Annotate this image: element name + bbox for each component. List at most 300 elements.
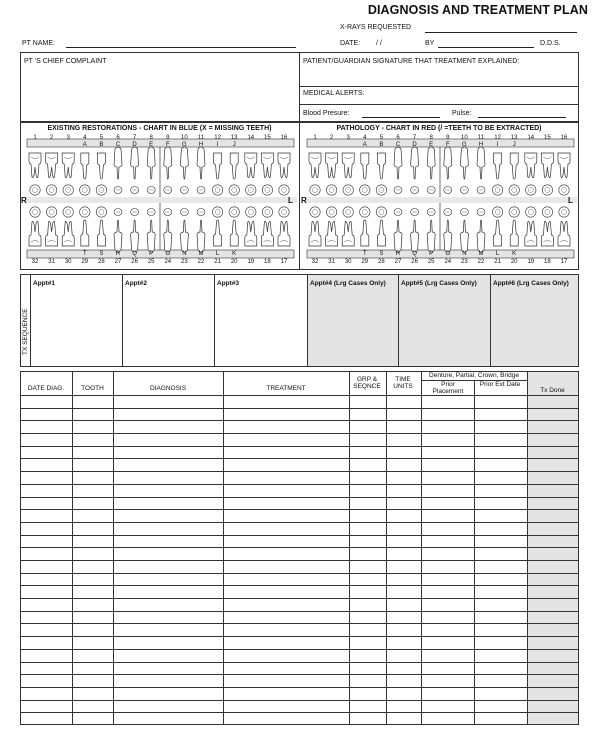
lower-occlusal-icon	[310, 207, 320, 217]
pt-name-label: PT NAME:	[22, 40, 55, 47]
upper-occlusal-icon	[310, 185, 320, 195]
date-label: DATE:	[340, 40, 361, 47]
lower-tooth-icon	[245, 221, 257, 246]
tooth-number-lower-left-11: 21	[214, 259, 221, 265]
tooth-number-upper-right-14: 15	[544, 135, 551, 141]
lower-occlusal-icon	[147, 209, 155, 216]
lower-occlusal-icon	[360, 207, 370, 217]
tooth-number-lower-left-10: 22	[197, 259, 205, 265]
upper-occlusal-icon	[246, 185, 256, 195]
lower-occlusal-icon	[80, 207, 90, 217]
table-row[interactable]	[20, 662, 579, 663]
info-divider	[299, 52, 300, 122]
lower-occlusal-icon	[444, 209, 452, 216]
tooth-number-upper-left-4: 5	[99, 135, 104, 141]
tooth-number-upper-left-11: 12	[214, 135, 221, 141]
upper-tooth-icon	[510, 153, 518, 179]
lower-tooth-icon	[131, 220, 139, 252]
lower-tooth-icon	[541, 221, 553, 246]
lower-tooth-icon	[494, 220, 502, 246]
table-row[interactable]	[20, 598, 579, 599]
appt-4-label[interactable]: Appt#4 (Lrg Cases Only)	[310, 280, 386, 287]
tooth-number-upper-right-0: 1	[313, 135, 317, 141]
upper-occlusal-icon	[30, 185, 40, 195]
table-row[interactable]	[20, 420, 579, 421]
tooth-number-upper-right-2: 3	[346, 135, 350, 141]
lower-occlusal-icon	[376, 207, 386, 217]
lower-tooth-icon	[525, 221, 537, 246]
tooth-letter-upper-right-10: H	[478, 142, 484, 148]
by-field[interactable]	[438, 47, 534, 48]
tooth-number-upper-right-10: 11	[477, 135, 485, 141]
tooth-number-upper-right-1: 2	[329, 135, 334, 141]
table-row[interactable]	[20, 611, 579, 612]
tooth-number-upper-left-2: 3	[66, 135, 70, 141]
lower-occlusal-icon	[46, 207, 56, 217]
upper-occlusal-icon	[492, 185, 502, 195]
tooth-letter-lower-right-10: M	[478, 251, 484, 257]
tooth-number-lower-left-7: 25	[147, 259, 155, 265]
appt-3-label[interactable]: Appt#3	[217, 280, 240, 287]
upper-occlusal-icon	[131, 187, 139, 194]
table-row[interactable]	[20, 649, 579, 650]
tooth-number-lower-right-7: 25	[427, 259, 435, 265]
col-time-units: TIME UNITS	[393, 376, 413, 390]
lower-occlusal-icon	[509, 207, 519, 217]
upper-tooth-icon	[97, 153, 105, 179]
lower-occlusal-icon	[197, 209, 205, 216]
table-row[interactable]	[20, 573, 579, 574]
appt-6-label[interactable]: Appt#6 (Lrg Cases Only)	[493, 280, 569, 287]
lower-tooth-icon	[477, 220, 485, 252]
tooth-number-upper-left-10: 11	[197, 135, 205, 141]
upper-occlusal-icon	[114, 187, 122, 194]
appt-divider-1	[122, 274, 123, 367]
lower-occlusal-icon	[427, 209, 435, 216]
tooth-number-upper-right-13: 14	[527, 135, 535, 141]
col-prior-ext-date: Prior Ext Date	[479, 381, 521, 388]
tooth-number-upper-left-0: 1	[33, 135, 37, 141]
upper-occlusal-icon	[376, 185, 386, 195]
lower-tooth-icon	[342, 221, 354, 246]
lower-tooth-icon	[29, 221, 41, 246]
table-row[interactable]	[20, 408, 579, 409]
upper-occlusal-icon	[509, 185, 519, 195]
tooth-number-lower-left-3: 29	[81, 259, 89, 265]
table-row[interactable]	[20, 585, 579, 586]
tooth-letter-lower-left-6: Q	[132, 251, 137, 257]
tooth-number-lower-left-4: 28	[98, 259, 105, 265]
lower-numbers-right	[307, 259, 575, 269]
chief-complaint-label: PT 'S CHIEF COMPLAINT	[24, 58, 107, 65]
lower-tooth-icon	[444, 220, 452, 252]
tooth-number-upper-left-9: 10	[181, 135, 188, 141]
upper-occlusal-icon	[164, 187, 172, 194]
lower-numbers-left	[27, 259, 295, 269]
upper-tooth-icon	[377, 153, 385, 179]
upper-occlusal-icon	[526, 185, 536, 195]
tooth-letter-lower-right-11: L	[495, 251, 500, 257]
tooth-number-upper-left-5: 6	[116, 135, 120, 141]
pathology-chart	[305, 139, 577, 258]
tooth-letter-upper-left-7: E	[149, 142, 154, 148]
xrays-requested-field[interactable]	[425, 32, 577, 33]
upper-tooth-icon	[46, 153, 58, 178]
right-marker-right-chart: R	[301, 196, 307, 205]
table-row[interactable]	[20, 560, 579, 561]
tooth-number-lower-left-9: 23	[181, 259, 188, 265]
lower-tooth-icon	[427, 220, 435, 252]
upper-tooth-icon	[245, 153, 257, 178]
upper-tooth-icon	[525, 153, 537, 178]
col-tooth: TOOTH	[81, 385, 104, 392]
tooth-number-upper-left-12: 13	[230, 135, 238, 141]
tooth-number-lower-right-5: 27	[394, 259, 402, 265]
tooth-letter-lower-right-5: R	[395, 251, 401, 257]
upper-occlusal-icon	[46, 185, 56, 195]
tooth-number-lower-right-1: 31	[328, 259, 335, 265]
col-group-denture: Denture, Partial, Crown, Bridge	[429, 372, 519, 379]
lower-occlusal-icon	[526, 207, 536, 217]
tooth-number-upper-left-6: 7	[132, 135, 137, 141]
tooth-letter-upper-right-5: C	[395, 142, 401, 148]
tooth-number-lower-right-9: 23	[461, 259, 468, 265]
upper-occlusal-icon	[542, 185, 552, 195]
table-row[interactable]	[20, 547, 579, 548]
upper-tooth-icon	[230, 153, 238, 179]
large-cases-shade	[307, 275, 578, 366]
table-row[interactable]	[20, 497, 579, 498]
lower-occlusal-icon	[343, 207, 353, 217]
tooth-letter-upper-left-10: H	[198, 142, 204, 148]
lower-occlusal-icon	[131, 209, 139, 216]
pulse-label: Pulse:	[452, 110, 472, 117]
upper-occlusal-icon	[394, 187, 402, 194]
table-row[interactable]	[20, 636, 579, 637]
upper-occlusal-icon	[80, 185, 90, 195]
appt-1-label[interactable]: Appt#1	[33, 280, 56, 287]
tooth-number-upper-left-7: 8	[149, 135, 153, 141]
tx-sequence-label: TX SEQUENCE	[22, 308, 29, 355]
col-prior-placement: Prior Placement	[432, 381, 464, 395]
tooth-number-lower-right-15: 17	[560, 259, 568, 265]
lower-tooth-icon	[510, 220, 518, 246]
tooth-letter-lower-right-3: T	[362, 251, 367, 257]
col-treatment: TREATMENT	[266, 385, 306, 392]
tooth-number-lower-left-2: 30	[64, 259, 72, 265]
table-row[interactable]	[20, 700, 579, 701]
table-row[interactable]	[20, 446, 579, 447]
tooth-number-lower-right-3: 29	[361, 259, 369, 265]
tooth-letter-upper-left-9: G	[182, 142, 187, 148]
left-marker-right-chart: L	[568, 196, 573, 205]
tooth-number-upper-left-13: 14	[247, 135, 255, 141]
date-slashes[interactable]: / /	[376, 40, 382, 47]
table-row[interactable]	[20, 484, 579, 485]
medical-alerts-rule	[299, 104, 579, 105]
upper-occlusal-icon	[427, 187, 435, 194]
tooth-letter-lower-right-4: S	[379, 251, 384, 257]
upper-occlusal-icon	[180, 187, 188, 194]
lower-occlusal-icon	[542, 207, 552, 217]
tooth-number-upper-left-8: 9	[166, 135, 170, 141]
tooth-number-upper-right-12: 13	[510, 135, 518, 141]
lower-tooth-icon	[81, 220, 89, 246]
lower-occlusal-icon	[30, 207, 40, 217]
upper-tooth-icon	[29, 153, 41, 178]
upper-occlusal-icon	[212, 185, 222, 195]
upper-letters-left	[27, 142, 295, 152]
tooth-letter-lower-left-5: R	[115, 251, 121, 257]
page-title: DIAGNOSIS AND TREATMENT PLAN	[367, 3, 588, 17]
tooth-number-lower-right-0: 32	[311, 259, 319, 265]
tooth-letter-upper-left-4: B	[99, 142, 104, 148]
upper-tooth-icon	[214, 153, 222, 179]
upper-occlusal-icon	[326, 185, 336, 195]
tooth-number-upper-right-7: 8	[429, 135, 433, 141]
tooth-number-lower-right-4: 28	[378, 259, 385, 265]
tooth-number-lower-right-12: 20	[510, 259, 518, 265]
lower-occlusal-icon	[164, 209, 172, 216]
tooth-letter-upper-right-6: D	[412, 142, 417, 148]
upper-tooth-icon	[326, 153, 338, 178]
tooth-letter-upper-right-3: A	[362, 142, 367, 148]
tooth-letter-upper-right-11: I	[496, 142, 499, 148]
xrays-requested-label: X-RAYS REQUESTED	[340, 24, 412, 31]
upper-occlusal-icon	[262, 185, 272, 195]
tooth-letter-upper-left-6: D	[132, 142, 137, 148]
upper-occlusal-icon	[444, 187, 452, 194]
dds-label: D.D.S.	[540, 40, 561, 47]
upper-occlusal-icon	[559, 185, 569, 195]
tooth-number-upper-right-9: 10	[461, 135, 468, 141]
lower-tooth-icon	[46, 221, 58, 246]
upper-tooth-icon	[541, 153, 553, 178]
by-label: BY	[425, 40, 435, 47]
tooth-number-upper-right-3: 4	[363, 135, 367, 141]
tooth-number-lower-right-10: 22	[477, 259, 485, 265]
tooth-letter-lower-left-9: N	[182, 251, 187, 257]
col-tx-done: Tx Done	[540, 387, 565, 394]
table-row[interactable]	[20, 623, 579, 624]
tx-seq-side-divider	[30, 274, 31, 367]
upper-occlusal-icon	[229, 185, 239, 195]
lower-occlusal-icon	[180, 209, 188, 216]
left-marker-left-chart: L	[288, 196, 293, 205]
tooth-number-lower-right-13: 19	[527, 259, 535, 265]
tooth-letter-upper-left-11: I	[216, 142, 219, 148]
tooth-number-upper-right-5: 6	[396, 135, 400, 141]
upper-tooth-icon	[81, 153, 89, 179]
lower-tooth-icon	[558, 221, 570, 246]
upper-occlusal-icon	[197, 187, 205, 194]
lower-tooth-icon	[147, 220, 155, 252]
tooth-letter-lower-right-7: P	[429, 251, 434, 257]
tooth-letter-lower-right-6: Q	[412, 251, 417, 257]
tooth-number-lower-left-13: 19	[247, 259, 255, 265]
tooth-number-upper-right-6: 7	[412, 135, 417, 141]
lower-tooth-icon	[377, 220, 385, 246]
appt-divider-3	[307, 274, 308, 367]
lower-occlusal-icon	[114, 209, 122, 216]
lower-tooth-icon	[326, 221, 338, 246]
table-row[interactable]	[20, 687, 579, 688]
blood-pressure-label: Blood Presure:	[303, 110, 350, 117]
upper-tooth-icon	[494, 153, 502, 179]
tooth-number-lower-right-11: 21	[494, 259, 501, 265]
tooth-number-lower-right-6: 26	[411, 259, 418, 265]
tooth-letter-lower-left-11: L	[215, 251, 220, 257]
table-row[interactable]	[20, 674, 579, 675]
tooth-number-lower-left-15: 17	[280, 259, 288, 265]
tooth-letter-upper-left-3: A	[82, 142, 87, 148]
upper-tooth-icon	[278, 153, 290, 178]
lower-occlusal-icon	[460, 209, 468, 216]
lower-occlusal-icon	[63, 207, 73, 217]
lower-tooth-icon	[180, 220, 188, 252]
tooth-number-lower-right-14: 18	[544, 259, 551, 265]
lower-tooth-icon	[62, 221, 74, 246]
tooth-letter-upper-right-12: J	[512, 142, 516, 148]
upper-occlusal-icon	[63, 185, 73, 195]
lower-tooth-icon	[230, 220, 238, 246]
tooth-letter-upper-right-9: G	[462, 142, 467, 148]
tooth-number-upper-right-15: 16	[560, 135, 568, 141]
tooth-number-lower-left-5: 27	[114, 259, 122, 265]
col-date-diag: DATE DIAG.	[27, 385, 65, 392]
upper-letters-right	[307, 142, 575, 152]
appt-divider-4	[398, 274, 399, 367]
lower-tooth-icon	[411, 220, 419, 252]
upper-tooth-icon	[261, 153, 273, 178]
lower-tooth-icon	[361, 220, 369, 246]
existing-restorations-title: EXISTING RESTORATIONS - CHART IN BLUE (X = MISSING TEETH)	[47, 125, 272, 132]
lower-tooth-icon	[214, 220, 222, 246]
lower-occlusal-icon	[477, 209, 485, 216]
tooth-number-lower-left-1: 31	[48, 259, 55, 265]
tooth-letter-upper-right-8: F	[445, 142, 450, 148]
appt-2-label[interactable]: Appt#2	[125, 280, 148, 287]
tooth-number-upper-left-3: 4	[83, 135, 87, 141]
tooth-number-lower-right-2: 30	[344, 259, 352, 265]
lower-occlusal-icon	[326, 207, 336, 217]
lower-tooth-icon	[394, 220, 402, 252]
tooth-letter-lower-right-12: K	[512, 251, 517, 257]
tooth-letter-upper-right-7: E	[429, 142, 434, 148]
lower-occlusal-icon	[262, 207, 272, 217]
tooth-letter-lower-left-12: K	[232, 251, 237, 257]
lower-tooth-icon	[278, 221, 290, 246]
upper-tooth-icon	[558, 153, 570, 178]
upper-occlusal-icon	[279, 185, 289, 195]
appt-divider-2	[214, 274, 215, 367]
upper-occlusal-icon	[343, 185, 353, 195]
lower-occlusal-icon	[96, 207, 106, 217]
tooth-number-upper-left-1: 2	[49, 135, 54, 141]
upper-occlusal-icon	[477, 187, 485, 194]
tooth-letter-upper-left-8: F	[165, 142, 170, 148]
tooth-number-lower-right-8: 24	[444, 259, 452, 265]
lower-tooth-icon	[460, 220, 468, 252]
lower-tooth-icon	[164, 220, 172, 252]
tooth-letter-upper-left-12: J	[232, 142, 236, 148]
lower-tooth-icon	[197, 220, 205, 252]
existing-restorations-chart	[25, 139, 297, 258]
tooth-letter-lower-right-8: O	[445, 251, 451, 257]
lower-occlusal-icon	[279, 207, 289, 217]
tooth-letter-upper-right-4: B	[379, 142, 384, 148]
blood-pressure-field[interactable]	[362, 117, 440, 118]
col-diagnosis: DIAGNOSIS	[149, 385, 187, 392]
appt-5-label[interactable]: Appt#5 (Lrg Cases Only)	[401, 280, 477, 287]
tooth-letter-lower-left-8: O	[165, 251, 171, 257]
tooth-number-lower-left-8: 24	[164, 259, 172, 265]
signature-rule	[299, 86, 579, 87]
tooth-number-upper-right-11: 12	[494, 135, 501, 141]
tooth-number-lower-left-0: 32	[31, 259, 39, 265]
signature-label: PATIENT/GUARDIAN SIGNATURE THAT TREATMENT EXPLAINED:	[303, 58, 520, 65]
lower-occlusal-icon	[229, 207, 239, 217]
right-marker-left-chart: R	[21, 196, 27, 205]
tooth-number-upper-left-14: 15	[264, 135, 271, 141]
upper-occlusal-icon	[460, 187, 468, 194]
tooth-letter-lower-left-3: T	[82, 251, 87, 257]
upper-tooth-icon	[342, 153, 354, 178]
tooth-charts-svg	[20, 133, 580, 270]
tooth-number-lower-left-12: 20	[230, 259, 238, 265]
upper-tooth-icon	[361, 153, 369, 179]
pulse-field[interactable]	[478, 117, 566, 118]
tooth-letter-lower-left-7: P	[149, 251, 154, 257]
tooth-number-lower-left-6: 26	[131, 259, 138, 265]
tooth-letter-lower-left-10: M	[198, 251, 204, 257]
upper-occlusal-icon	[411, 187, 419, 194]
lower-occlusal-icon	[559, 207, 569, 217]
lower-tooth-icon	[114, 220, 122, 252]
table-row[interactable]	[20, 471, 579, 472]
lower-occlusal-icon	[246, 207, 256, 217]
tooth-number-lower-left-14: 18	[264, 259, 271, 265]
lower-tooth-icon	[97, 220, 105, 246]
upper-tooth-icon	[62, 153, 74, 178]
table-row[interactable]	[20, 395, 579, 396]
upper-tooth-icon	[309, 153, 321, 178]
lower-tooth-icon	[309, 221, 321, 246]
table-row[interactable]	[20, 535, 579, 536]
tooth-number-upper-right-4: 5	[379, 135, 384, 141]
tooth-letter-lower-left-4: S	[99, 251, 104, 257]
tooth-letter-upper-left-5: C	[115, 142, 121, 148]
tooth-number-upper-right-8: 9	[446, 135, 450, 141]
pathology-title: PATHOLOGY - CHART IN RED (/ =TEETH TO BE EXTRACTED)	[336, 125, 542, 132]
appt-divider-5	[490, 274, 491, 367]
tooth-number-upper-left-15: 16	[280, 135, 288, 141]
table-row[interactable]	[20, 458, 579, 459]
table-row[interactable]	[20, 712, 579, 713]
lower-occlusal-icon	[212, 207, 222, 217]
lower-occlusal-icon	[492, 207, 502, 217]
table-row[interactable]	[20, 522, 579, 523]
table-row[interactable]	[20, 509, 579, 510]
lower-tooth-icon	[261, 221, 273, 246]
lower-occlusal-icon	[394, 209, 402, 216]
upper-occlusal-icon	[360, 185, 370, 195]
medical-alerts-label: MEDICAL ALERTS:	[303, 90, 365, 97]
upper-occlusal-icon	[147, 187, 155, 194]
table-row[interactable]	[20, 433, 579, 434]
pt-name-field[interactable]	[66, 47, 296, 48]
tooth-letter-lower-right-9: N	[462, 251, 467, 257]
